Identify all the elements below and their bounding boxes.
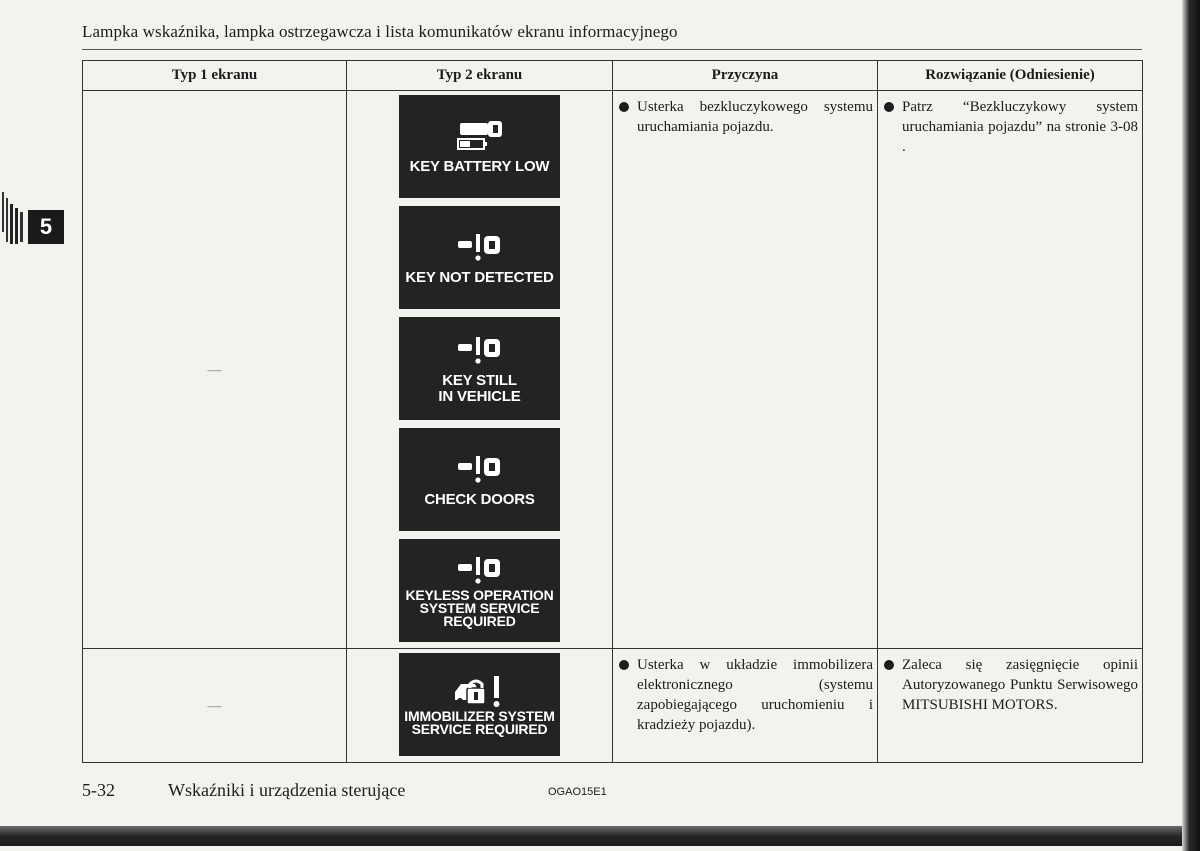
header-cause: Przyczyna	[613, 61, 878, 91]
bullet-item	[619, 97, 873, 137]
cause-text: Usterka bezkluczykowego systemu uruchamiania pojazdu.	[637, 99, 873, 135]
type2-cell	[347, 649, 613, 763]
key-warning-icon	[454, 553, 506, 587]
header-type1: Typ 1 ekranu	[83, 61, 347, 91]
page-edge-marks	[0, 190, 28, 250]
table-row	[83, 91, 1143, 649]
dash-value: —	[207, 362, 222, 378]
bullet-item	[619, 655, 873, 735]
display-label: CHECK DOORS	[424, 490, 535, 508]
dash-value: —	[207, 698, 222, 714]
solution-text: Zaleca się zasięgnięcie opinii Autoryzowanego Punktu Serwisowego MITSUBISHI MOTORS.	[902, 657, 1138, 713]
header-type2: Typ 2 ekranu	[347, 61, 613, 91]
immobilizer-warning-icon	[449, 674, 511, 708]
table-header-row	[83, 61, 1143, 91]
chapter-tab: 5	[28, 210, 64, 244]
bullet-dot	[619, 660, 629, 670]
page-bottom-bar	[0, 826, 1182, 846]
display-key-not-detected	[399, 206, 560, 309]
solution-text: Patrz “Bezkluczykowy system uruchamiania pojazdu” na stronie 3-08 .	[902, 99, 1138, 155]
solution-cell	[878, 91, 1143, 649]
display-label: KEY BATTERY LOW	[409, 157, 550, 175]
display-key-battery-low	[399, 95, 560, 198]
key-warning-icon	[454, 452, 506, 486]
page-header-title: Lampka wskaźnika, lampka ostrzegawcza i lista komunikatów ekranu informacyjnego	[82, 22, 678, 41]
display-label: KEY STILL IN VEHICLE	[438, 371, 521, 405]
key-battery-icon	[452, 119, 508, 153]
cause-cell	[613, 91, 878, 649]
header-solution: Rozwiązanie (Odniesienie)	[878, 61, 1143, 91]
key-warning-icon	[454, 230, 506, 264]
bullet-item	[884, 655, 1138, 715]
bullet-item	[884, 97, 1138, 157]
page-right-edge	[1182, 0, 1200, 851]
display-check-doors	[399, 428, 560, 531]
type1-cell	[83, 91, 347, 649]
footer-chapter-title: Wskaźniki i urządzenia sterujące	[168, 780, 406, 800]
footer-document-code: OGAO15E1	[548, 786, 607, 798]
bullet-dot	[884, 102, 894, 112]
display-key-still-in-vehicle	[399, 317, 560, 420]
warning-message-table	[82, 60, 1143, 763]
type1-cell	[83, 649, 347, 763]
display-immobilizer-service	[399, 653, 560, 756]
bullet-dot	[619, 102, 629, 112]
display-keyless-operation-service	[399, 539, 560, 642]
display-label: KEY NOT DETECTED	[405, 268, 554, 286]
solution-cell	[878, 649, 1143, 763]
display-label: KEYLESS OPERATION SYSTEM SERVICE REQUIRED	[405, 587, 554, 629]
table-row	[83, 649, 1143, 763]
header-rule	[82, 49, 1142, 50]
key-warning-icon	[454, 333, 506, 367]
display-label: IMMOBILIZER SYSTEM SERVICE REQUIRED	[404, 707, 555, 737]
bullet-dot	[884, 660, 894, 670]
cause-text: Usterka w układzie immobilizera elektronicznego (systemu zapobiegającego uruchomieniu i kradzieży pojazdu).	[637, 657, 873, 733]
footer-page-number: 5-32	[82, 780, 115, 800]
type2-cell	[347, 91, 613, 649]
cause-cell	[613, 649, 878, 763]
